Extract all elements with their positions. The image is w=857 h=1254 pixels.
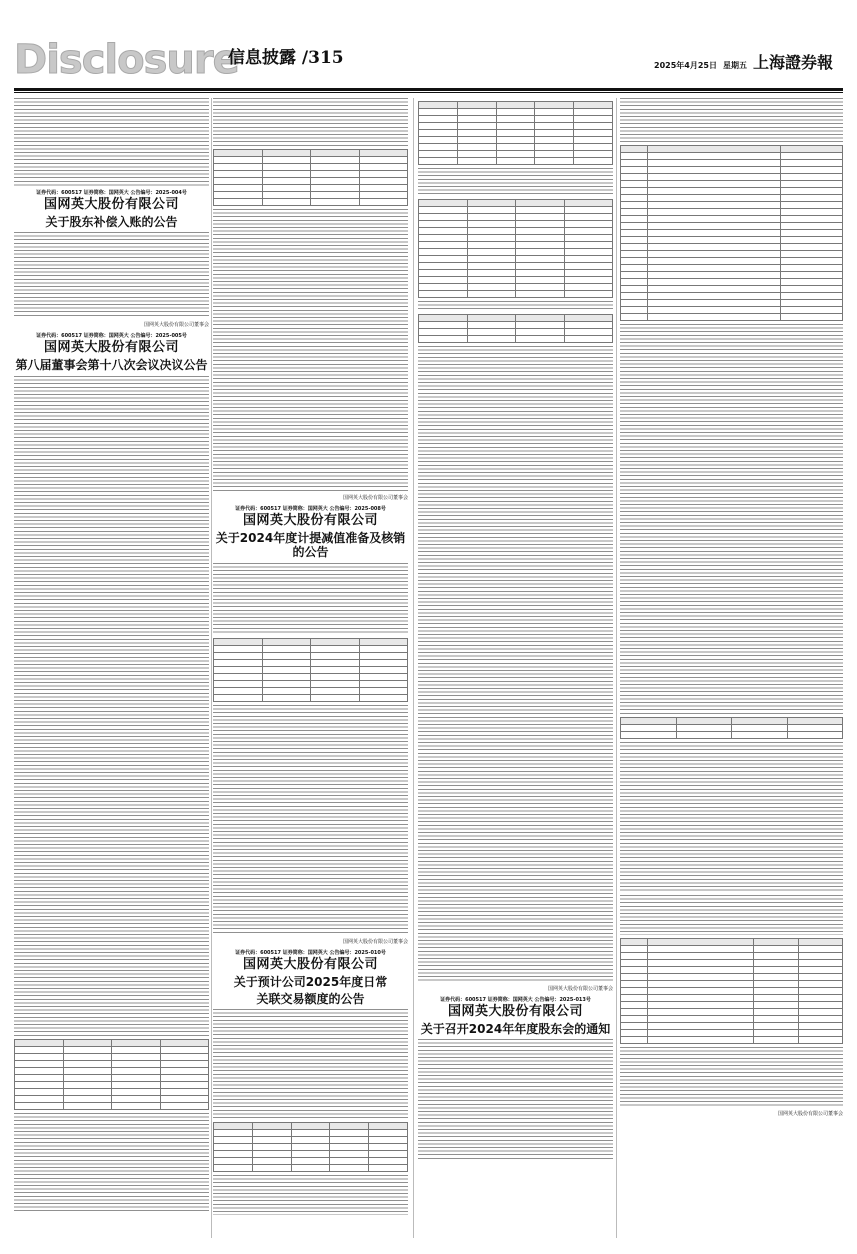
notice-code-line: 证券代码：600517 证券简称：国网英大 公告编号：2025-010号 [235, 949, 386, 956]
notice-signature: 国网英大股份有限公司董事会 [342, 495, 408, 501]
data-table [213, 149, 408, 206]
header-rule-thin [14, 92, 843, 93]
column-divider [211, 98, 212, 1238]
masthead-disclosure: Disclosure [14, 37, 239, 83]
notice-code-line: 证券代码：600517 证券简称：国网英大 公告编号：2025-008号 [235, 506, 386, 512]
header-rule-thick [14, 88, 843, 91]
notice-company-name: 国网英大股份有限公司 [43, 197, 179, 212]
data-table [620, 717, 843, 739]
body-text-block [213, 98, 408, 146]
body-text-block [14, 98, 209, 186]
column-4 [620, 98, 843, 1238]
body-text-block [213, 1009, 408, 1119]
notice-company-name: 国网英大股份有限公司 [447, 1004, 583, 1019]
body-text-block [14, 1113, 209, 1213]
column-divider [413, 98, 414, 1238]
data-table [620, 938, 843, 1044]
body-text-block [213, 209, 408, 491]
notice-title-line2: 关联交易额度的公告 [256, 992, 365, 1007]
body-text-block [620, 98, 843, 142]
notice-company-name: 国网英大股份有限公司 [242, 513, 378, 528]
body-text-block [418, 168, 613, 196]
column-1 [14, 98, 209, 1238]
notice-title-line1: 关于预计公司2025年度日常 [233, 974, 388, 989]
data-table [213, 638, 408, 702]
notice-title: 关于股东补偿入账的公告 [45, 214, 178, 229]
notice-title: 关于召开2024年年度股东会的通知 [420, 1021, 611, 1036]
body-text-block [620, 324, 843, 714]
body-text-block [14, 376, 209, 1036]
notice-signature: 国网英大股份有限公司董事会 [547, 986, 613, 992]
body-text-block [620, 1047, 843, 1107]
body-text-block [418, 301, 613, 311]
column-divider [616, 98, 617, 1238]
newspaper-logo: 上海證券報 [752, 53, 833, 72]
body-text-block [213, 563, 408, 635]
notice-title: 关于2024年度计提减值准备及核销的公告 [215, 530, 406, 560]
notice-signature: 国网英大股份有限公司董事会 [143, 322, 209, 329]
section-title: 信息披露 /315 [228, 48, 344, 68]
data-table [418, 314, 613, 343]
body-text-block [418, 346, 613, 982]
issue-weekday: 星期五 [722, 61, 747, 70]
notice-signature: 国网英大股份有限公司董事会 [342, 938, 408, 945]
body-text-block [14, 232, 209, 318]
notice-title: 第八届董事会第十八次会议决议公告 [15, 358, 208, 373]
notice-code-line: 证券代码：600517 证券简称：国网英大 公告编号：2025-013号 [440, 997, 591, 1003]
body-text-block [213, 705, 408, 935]
page-header [0, 0, 857, 92]
notice-signature: 国网英大股份有限公司董事会 [777, 1111, 843, 1117]
data-table [620, 145, 843, 321]
column-3 [418, 98, 613, 1238]
data-table [418, 199, 613, 298]
body-text-block [620, 895, 843, 935]
notice-company-name: 国网英大股份有限公司 [43, 340, 179, 356]
issue-date: 2025年4月25日 [654, 61, 717, 70]
body-text-block [418, 1039, 613, 1159]
body-text-block [213, 1175, 408, 1215]
data-table [418, 101, 613, 165]
body-text-block [620, 742, 843, 892]
notice-code-line: 证券代码：600517 证券简称：国网英大 公告编号：2025-005号 [36, 333, 187, 340]
data-table [14, 1039, 209, 1110]
header-meta [654, 50, 833, 73]
column-2 [213, 98, 408, 1238]
data-table [213, 1122, 408, 1172]
notice-code-line: 证券代码：600517 证券简称：国网英大 公告编号：2025-004号 [36, 190, 187, 196]
notice-company-name: 国网英大股份有限公司 [242, 956, 378, 972]
